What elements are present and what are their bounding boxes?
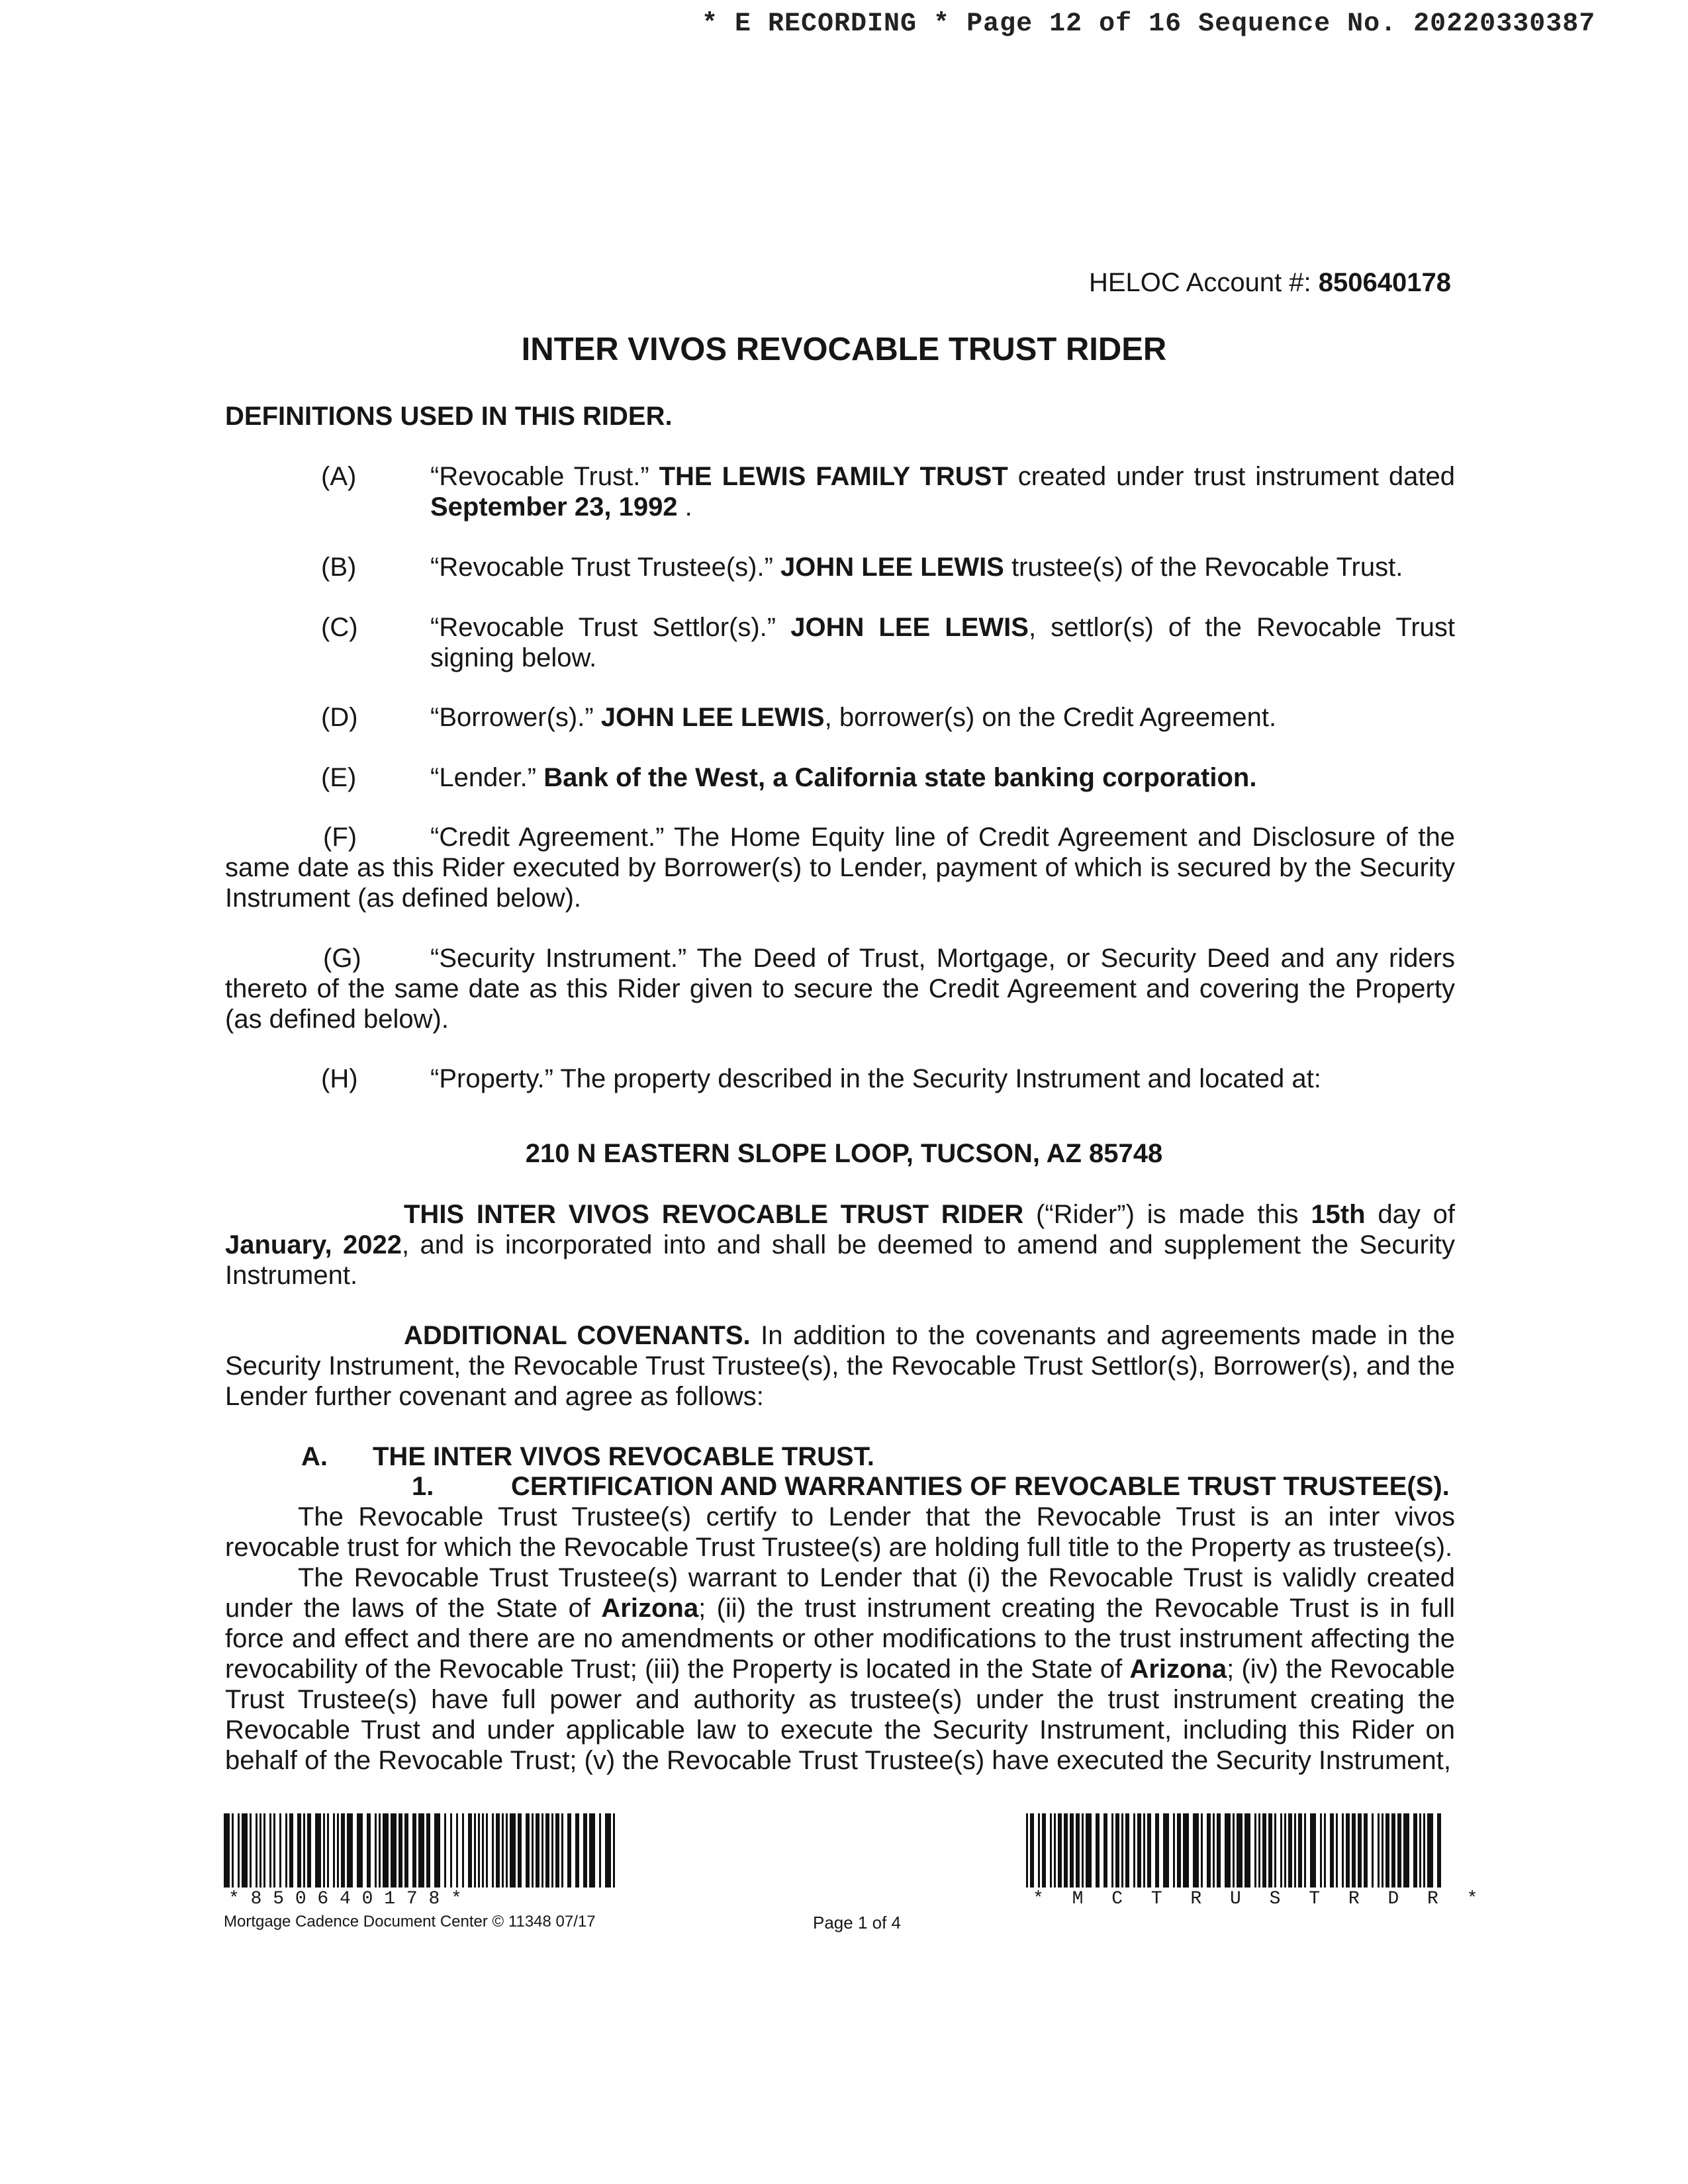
barcode-bar xyxy=(1038,1813,1040,1888)
barcode-bar xyxy=(1244,1813,1250,1888)
barcode-bar xyxy=(1076,1813,1080,1888)
barcode-bar xyxy=(545,1813,549,1888)
barcode-bar xyxy=(1173,1813,1175,1888)
rider-paragraph xyxy=(225,1199,1455,1291)
barcode-bar xyxy=(1177,1813,1181,1888)
barcode-bar xyxy=(1342,1813,1344,1888)
section-1-heading xyxy=(412,1471,1450,1502)
barcode-bar xyxy=(462,1813,464,1888)
barcode-bar xyxy=(510,1813,516,1888)
barcode-bar xyxy=(232,1813,234,1888)
barcode-bar xyxy=(259,1813,261,1888)
barcode-right xyxy=(1026,1813,1450,1888)
barcode-bar xyxy=(341,1813,345,1888)
lender-name: Bank of the West, a California state banking corporation. xyxy=(543,763,1257,792)
def-b-label: (B) xyxy=(321,553,357,582)
barcode-bar xyxy=(412,1813,416,1888)
barcode-bar xyxy=(1423,1813,1425,1888)
barcode-bar xyxy=(1026,1813,1028,1888)
definitions-heading: DEFINITIONS USED IN THIS RIDER. xyxy=(225,402,673,431)
barcode-bar xyxy=(486,1813,488,1888)
barcode-bar xyxy=(327,1813,329,1888)
barcode-bar xyxy=(391,1813,397,1888)
barcode-bar xyxy=(238,1813,240,1888)
barcode-bar xyxy=(1284,1813,1286,1888)
barcode-bar xyxy=(1143,1813,1145,1888)
covenants-heading: ADDITIONAL COVENANTS. xyxy=(404,1321,751,1350)
barcode-bar xyxy=(357,1813,363,1888)
barcode-bar xyxy=(561,1813,563,1888)
settlor-name: JOHN LEE LEWIS xyxy=(790,613,1029,642)
barcode-bar xyxy=(1163,1813,1169,1888)
barcode-bar xyxy=(478,1813,480,1888)
def-a-mid: created under trust instrument dated xyxy=(1008,462,1455,491)
def-a-end: . xyxy=(677,492,692,522)
barcode-bar xyxy=(1258,1813,1260,1888)
covenants-text: In addition to the covenants and agreements made in the Security Instrument, the Revocable Trust Trustee(s), the Revocable Trust Settlor(s), Borrower(s), and the Lender further covenant and agree as follows: xyxy=(225,1321,1456,1411)
barcode-bar xyxy=(551,1813,553,1888)
barcode-bar xyxy=(242,1813,248,1888)
barcode-bar xyxy=(303,1813,305,1888)
barcode-bar xyxy=(1324,1813,1326,1888)
warranty-state-2: Arizona xyxy=(1129,1655,1227,1684)
barcode-bar xyxy=(434,1813,440,1888)
barcode-bar xyxy=(1427,1813,1433,1888)
section-1-number: 1. xyxy=(412,1472,434,1501)
barcode-bar xyxy=(1378,1813,1380,1888)
def-g-paragraph xyxy=(225,943,1455,1034)
barcode-bar xyxy=(536,1813,539,1888)
def-d-end: , borrower(s) on the Credit Agreement. xyxy=(824,703,1277,732)
barcode-bar xyxy=(1054,1813,1056,1888)
barcode-bar xyxy=(285,1813,287,1888)
barcode-bar xyxy=(1103,1813,1107,1888)
barcode-bar xyxy=(1042,1813,1046,1888)
barcode-bar xyxy=(1058,1813,1062,1888)
barcode-bar xyxy=(1262,1813,1266,1888)
barcode-bar xyxy=(426,1813,430,1888)
barcode-bar xyxy=(532,1813,534,1888)
barcode-bar xyxy=(1419,1813,1421,1888)
barcode-bar xyxy=(315,1813,321,1888)
barcode-bar xyxy=(1268,1813,1272,1888)
def-b-term: “Revocable Trust Trustee(s).” xyxy=(430,553,781,582)
barcode-bar xyxy=(256,1813,258,1888)
def-c-text xyxy=(430,612,1455,673)
barcode-bar xyxy=(269,1813,271,1888)
barcode-bar xyxy=(1304,1813,1306,1888)
barcode-bar xyxy=(1437,1813,1441,1888)
def-c-term: “Revocable Trust Settlor(s).” xyxy=(430,613,791,642)
barcode-bar xyxy=(1372,1813,1374,1888)
rider-text-3: , and is incorporated into and shall be deemed to amend and supplement the Security Instrument. xyxy=(225,1230,1455,1290)
def-f-text: “Credit Agreement.” The Home Equity line of Credit Agreement and Disclosure of the same date as this Rider executed by Borrower(s) to Lender, payment of which is secured by the Security Instrument (as defined below). xyxy=(225,823,1455,913)
def-d-term: “Borrower(s).” xyxy=(430,703,601,732)
document-title: INTER VIVOS REVOCABLE TRUST RIDER xyxy=(521,332,1167,367)
warranty-state-1: Arizona xyxy=(601,1594,699,1623)
barcode-bar xyxy=(379,1813,381,1888)
barcode-bar xyxy=(337,1813,339,1888)
barcode-bar xyxy=(1413,1813,1417,1888)
def-b-text xyxy=(430,552,1455,582)
barcode-bar xyxy=(1225,1813,1231,1888)
barcode-bar xyxy=(1320,1813,1322,1888)
barcode-left-digits: * 8 5 0 6 4 0 1 7 8 * xyxy=(228,1889,462,1909)
warranty-text-3: ; (iv) the Revocable Trust Trustee(s) have full power and authority as trustee(s) under the trust instrument creating the Revocable Trust and under applicable law to execute the Security Instrument, including this Rider on behalf of the Revocable Trust; (v) the Revocable Trust Trustee(s) have executed the Security Instrument, xyxy=(225,1655,1455,1775)
heloc-account xyxy=(1089,267,1451,298)
barcode-bar xyxy=(613,1813,615,1888)
barcode-bar xyxy=(1201,1813,1203,1888)
barcode-bar xyxy=(1213,1813,1215,1888)
barcode-bar xyxy=(323,1813,325,1888)
barcode-bar xyxy=(555,1813,559,1888)
heloc-label: HELOC Account #: xyxy=(1088,268,1319,297)
barcode-bar xyxy=(224,1813,230,1888)
barcode-bar xyxy=(1064,1813,1068,1888)
barcode-bar xyxy=(1352,1813,1356,1888)
def-e-term: “Lender.” xyxy=(430,763,544,792)
barcode-bar xyxy=(589,1813,595,1888)
rider-text-2: day of xyxy=(1365,1200,1456,1229)
barcode-bar xyxy=(1133,1813,1135,1888)
rider-title-inline: THIS INTER VIVOS REVOCABLE TRUST RIDER xyxy=(404,1200,1024,1229)
def-e-text xyxy=(430,762,1455,793)
barcode-left xyxy=(224,1813,621,1888)
barcode-bar xyxy=(575,1813,579,1888)
borrower-name: JOHN LEE LEWIS xyxy=(600,703,825,732)
property-address: 210 N EASTERN SLOPE LOOP, TUCSON, AZ 85748 xyxy=(525,1139,1163,1168)
barcode-bar xyxy=(399,1813,402,1888)
def-d-label: (D) xyxy=(321,703,358,732)
barcode-bar xyxy=(1217,1813,1221,1888)
barcode-bar xyxy=(1358,1813,1362,1888)
rider-month-year: January, 2022 xyxy=(225,1230,402,1259)
barcode-bar xyxy=(1330,1813,1334,1888)
barcode-bar xyxy=(1147,1813,1151,1888)
barcode-bar xyxy=(518,1813,522,1888)
def-e-label: (E) xyxy=(321,763,357,792)
barcode-bar xyxy=(1111,1813,1113,1888)
rider-text-1: (“Rider”) is made this xyxy=(1023,1200,1311,1229)
barcode-bar xyxy=(1086,1813,1092,1888)
barcode-bar xyxy=(1346,1813,1350,1888)
barcode-bar xyxy=(1070,1813,1074,1888)
barcode-bar xyxy=(383,1813,389,1888)
def-c-end: , settlor(s) of the Revocable Trust signing below. xyxy=(430,613,1456,672)
warranty-text-1: The Revocable Trust Trustee(s) warrant to Lender that (i) the Revocable Trust is validly created under the laws of the State of xyxy=(225,1563,1455,1623)
def-b-end: trustee(s) of the Revocable Trust. xyxy=(1004,553,1403,582)
barcode-bar xyxy=(599,1813,601,1888)
def-f-label: (F) xyxy=(323,823,357,852)
barcode-bar xyxy=(1294,1813,1296,1888)
barcode-bar xyxy=(1288,1813,1292,1888)
barcode-bar xyxy=(1137,1813,1141,1888)
barcode-bar xyxy=(474,1813,476,1888)
trust-date: September 23, 1992 xyxy=(430,492,678,522)
footer-page-number: Page 1 of 4 xyxy=(813,1913,901,1933)
barcode-bar xyxy=(1336,1813,1338,1888)
barcode-bar xyxy=(502,1813,504,1888)
barcode-bar xyxy=(1382,1813,1383,1888)
barcode-bar xyxy=(1298,1813,1302,1888)
barcode-bar xyxy=(1050,1813,1052,1888)
barcode-bar xyxy=(456,1813,458,1888)
barcode-right-text: * M C T R U S T R D R * xyxy=(1033,1889,1478,1909)
barcode-bar xyxy=(1274,1813,1276,1888)
barcode-bar xyxy=(1121,1813,1123,1888)
warranty-text-2: ; (ii) the trust instrument creating the Revocable Trust is in full force and effect and there are no amendments or other modifications to the trust instrument affecting the revocability of the Revocable Trust; (iii) the Property is located in the State of xyxy=(225,1594,1455,1684)
barcode-bar xyxy=(404,1813,408,1888)
trustee-name: JOHN LEE LEWIS xyxy=(780,553,1004,582)
barcode-bar xyxy=(1096,1813,1100,1888)
barcode-bar xyxy=(1254,1813,1256,1888)
barcode-bar xyxy=(1397,1813,1401,1888)
barcode-bar xyxy=(567,1813,571,1888)
def-h-text: “Property.” The property described in the Security Instrument and located at: xyxy=(430,1064,1321,1093)
covenants-paragraph xyxy=(225,1320,1455,1412)
barcode-bar xyxy=(375,1813,377,1888)
barcode-bar xyxy=(333,1813,335,1888)
barcode-bar xyxy=(1125,1813,1129,1888)
barcode-bar xyxy=(526,1813,530,1888)
rider-day: 15th xyxy=(1311,1200,1366,1229)
barcode-bar xyxy=(605,1813,611,1888)
certification-paragraph: The Revocable Trust Trustee(s) certify to Lender that the Revocable Trust is an inter vivos revocable trust for which the Revocable Trust Trustee(s) are holding full title to the Property as trustee(s). xyxy=(225,1502,1455,1562)
barcode-bar xyxy=(418,1813,424,1888)
barcode-bar xyxy=(506,1813,508,1888)
section-1-title: CERTIFICATION AND WARRANTIES OF REVOCABLE TRUST TRUSTEE(S). xyxy=(511,1472,1450,1501)
def-a-label: (A) xyxy=(321,462,357,491)
def-d-text xyxy=(430,702,1455,733)
def-f-paragraph xyxy=(225,822,1455,913)
barcode-bar xyxy=(1183,1813,1189,1888)
barcode-bar xyxy=(279,1813,281,1888)
barcode-bar xyxy=(1233,1813,1235,1888)
barcode-bar xyxy=(468,1813,472,1888)
barcode-bar xyxy=(1237,1813,1243,1888)
def-g-label: (G) xyxy=(323,944,361,973)
barcode-bar xyxy=(1082,1813,1084,1888)
barcode-bar xyxy=(1193,1813,1199,1888)
barcode-bar xyxy=(1030,1813,1034,1888)
barcode-bar xyxy=(1207,1813,1211,1888)
barcode-bar xyxy=(250,1813,252,1888)
barcode-bar xyxy=(444,1813,446,1888)
barcode-bar xyxy=(1115,1813,1119,1888)
barcode-bar xyxy=(367,1813,371,1888)
barcode-bar xyxy=(1391,1813,1395,1888)
barcode-bar xyxy=(263,1813,265,1888)
barcode-bar xyxy=(541,1813,543,1888)
def-h-label: (H) xyxy=(321,1064,358,1093)
recording-header: * E RECORDING * Page 12 of 16 Sequence No. 20220330387 xyxy=(702,9,1596,39)
barcode-bar xyxy=(307,1813,311,1888)
barcode-bar xyxy=(289,1813,293,1888)
barcode-bar xyxy=(347,1813,353,1888)
barcode-bar xyxy=(273,1813,275,1888)
barcode-bar xyxy=(496,1813,500,1888)
def-a-text xyxy=(430,461,1455,522)
barcode-bar xyxy=(1155,1813,1159,1888)
section-a-title: THE INTER VIVOS REVOCABLE TRUST. xyxy=(373,1442,874,1471)
barcode-bar xyxy=(297,1813,301,1888)
trust-name: THE LEWIS FAMILY TRUST xyxy=(659,462,1008,491)
barcode-bar xyxy=(450,1813,452,1888)
barcode-bar xyxy=(1385,1813,1389,1888)
def-a-term: “Revocable Trust.” xyxy=(430,462,659,491)
barcode-bar xyxy=(1364,1813,1368,1888)
barcode-bar xyxy=(492,1813,494,1888)
def-c-label: (C) xyxy=(321,613,358,642)
barcode-bar xyxy=(1310,1813,1316,1888)
heloc-number: 850640178 xyxy=(1318,268,1451,297)
warranty-paragraph xyxy=(225,1563,1455,1776)
barcode-bar xyxy=(1403,1813,1409,1888)
def-g-text: “Security Instrument.” The Deed of Trust, Mortgage, or Security Deed and any riders thereto of the same date as this Rider given to secure the Credit Agreement and covering the Property (as defined below). xyxy=(225,944,1455,1034)
barcode-bar xyxy=(482,1813,484,1888)
section-a-number: A. xyxy=(301,1442,328,1471)
barcode-bar xyxy=(1280,1813,1282,1888)
barcode-bar xyxy=(583,1813,587,1888)
section-a-heading xyxy=(301,1441,874,1472)
footer-document-center: Mortgage Cadence Document Center © 11348 07/17 xyxy=(224,1913,596,1931)
